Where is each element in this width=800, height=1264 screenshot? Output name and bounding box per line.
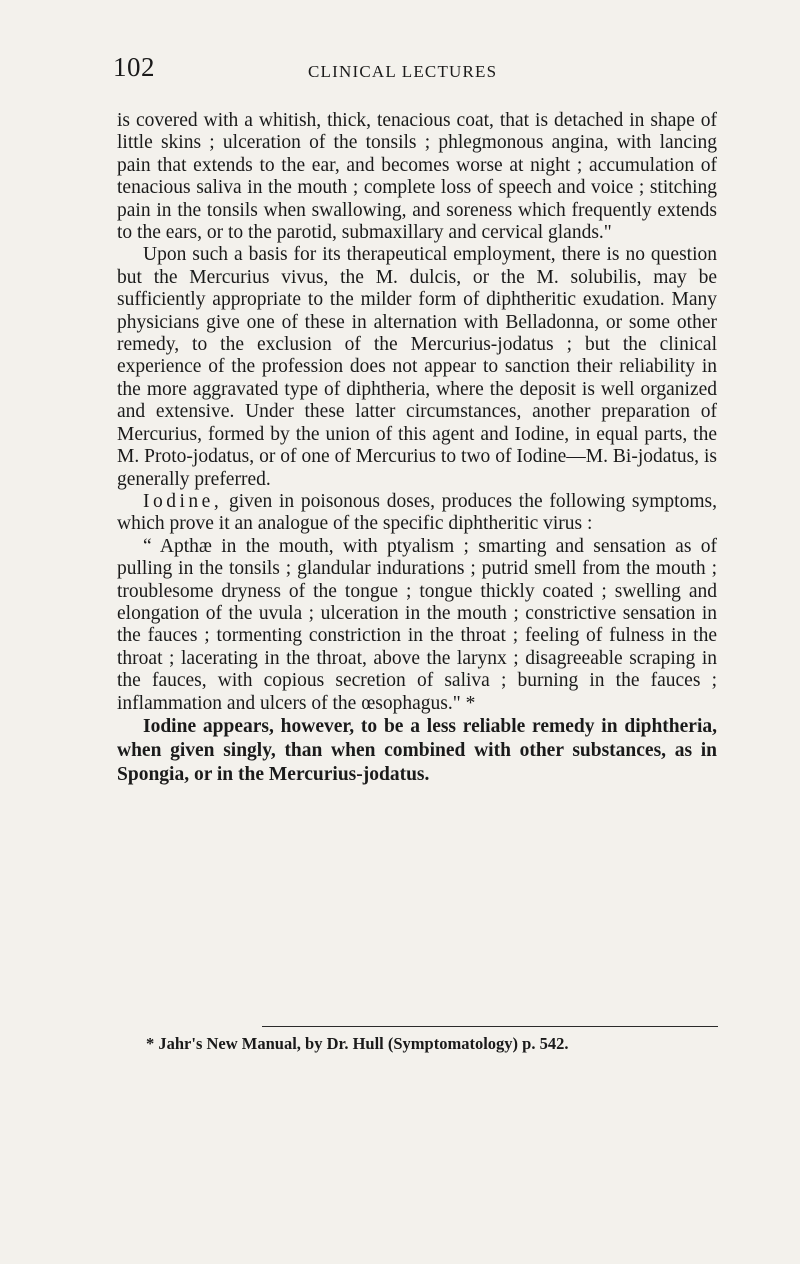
- running-head-title: CLINICAL LECTURES: [308, 62, 498, 81]
- paragraph-iodine-symptoms-quote: “ Apthæ in the mouth, with ptyalism ; smarting and sensation as of pulling in the tonsils ; glandular indurations ; putrid smell from the mouth ; troublesome dryness of the tongue ; tongue thickly coated ; swelling and elongation of the uvula ; ulceration in the mouth ; constrictive sensation in the fauces ; tormenting constriction in the throat ; feeling of fulness in the throat ; lacerating in the throat, above the larynx ; disagreeable scraping in the fauces, with copious secretion of saliva ; burning in the fauces ; inflammation and ulcers of the œsophagus." *: [117, 535, 717, 714]
- footnote-divider: [262, 1026, 718, 1027]
- paragraph-iodine-reliability: Iodine appears, however, to be a less reliable remedy in diphtheria, when given singly, than when combined with other substances, as in Spongia, or in the Mercurius-jodatus.: [117, 715, 717, 785]
- iodine-spaced-term: Iodine,: [143, 490, 223, 512]
- page-number: 102: [113, 52, 155, 82]
- paragraph-continued-quote: is covered with a whitish, thick, tenacious coat, that is detached in shape of little skins ; ulceration of the tonsils ; phlegmonous angina, with lancing pain that extends to the ear, and becomes worse at night ; accumulation of tenacious saliva in the mouth ; complete loss of speech and voice ; stitching pain in the tonsils when swallowing, and soreness which frequently extends to the ears, or to the parotid, submaxillary and cervical glands.": [117, 110, 717, 244]
- footnote: * Jahr's New Manual, by Dr. Hull (Symptomatology) p. 542.: [146, 1034, 569, 1053]
- iodine-intro-text: given in poisonous doses, produces the following symptoms, which prove it an analogue of the specific diphtheritic virus :: [117, 490, 717, 535]
- paragraph-iodine-symptoms-intro: [117, 491, 717, 536]
- body-text: [117, 110, 717, 787]
- paragraph-mercurius-preparations: Upon such a basis for its therapeutical employment, there is no question but the Mercurius vivus, the M. dulcis, or the M. solubilis, may be sufficiently appropriate to the milder form of diphtheritic exudation. Many physicians give one of these in alternation with Belladonna, or some other remedy, to the exclusion of the Mercurius-jodatus ; but the clinical experience of the profession does not appear to sanction their reliability in the more aggravated type of diphtheria, where the deposit is well organized and extensive. Under these latter circumstances, another preparation of Mercurius, formed by the union of this agent and Iodine, in equal parts, the M. Proto-jodatus, or of one of Mercurius to two of Iodine—M. Bi-jodatus, is generally preferred.: [117, 244, 717, 490]
